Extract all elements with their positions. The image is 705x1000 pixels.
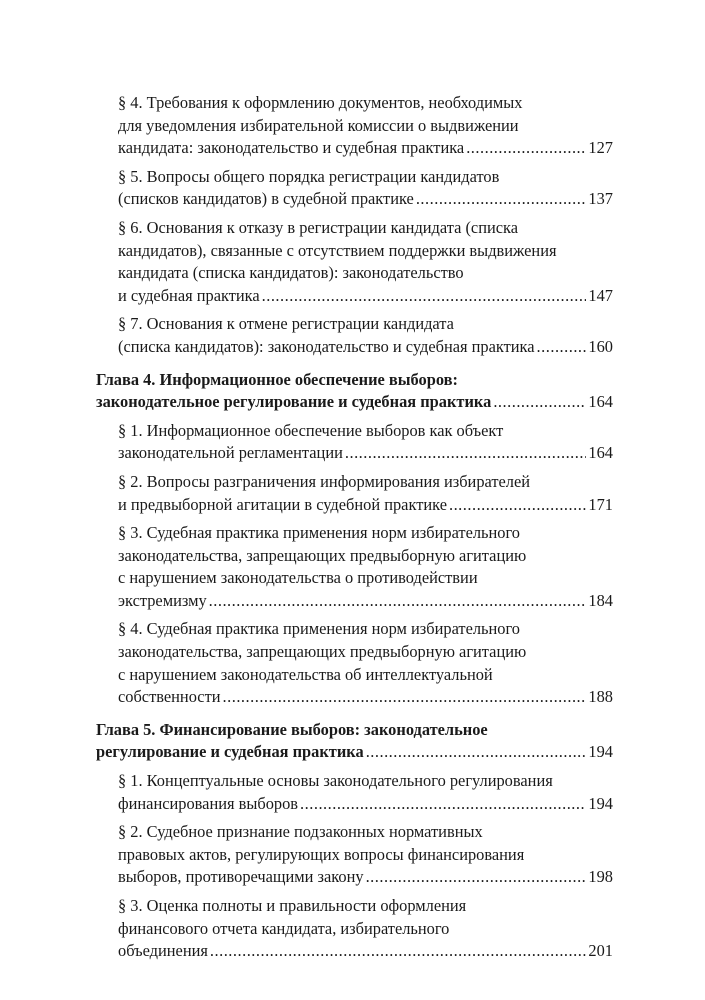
dot-leader xyxy=(345,442,587,465)
toc-entry-title-line: регулирование и судебная практика xyxy=(96,742,364,762)
toc-section-entry xyxy=(96,895,613,963)
toc-entry-last-line xyxy=(118,494,613,517)
toc-page-number: 164 xyxy=(588,443,613,463)
dot-leader xyxy=(466,137,586,160)
toc-entry-title-line: объединения xyxy=(118,941,208,961)
toc-entry-title-line: и судебная практика xyxy=(118,285,260,305)
toc-entry-title-line: § 3. Оценка полноты и правильности оформления xyxy=(118,896,467,915)
dot-leader xyxy=(416,188,587,211)
dot-leader xyxy=(262,285,587,308)
dot-leader xyxy=(209,590,587,613)
toc-entry-title-line: § 3. Судебная практика применения норм избирательного xyxy=(118,523,520,543)
toc-entry-title-line: Глава 4. Информационное обеспечение выборов: xyxy=(96,369,458,389)
toc-page-number: 160 xyxy=(588,336,613,356)
toc-section-entry xyxy=(96,522,613,612)
toc-page-number: 188 xyxy=(588,687,613,707)
toc-entry-title-line: § 2. Судебное признание подзаконных нормативных xyxy=(118,822,483,842)
toc-entry-last-line xyxy=(118,940,613,963)
toc-entry-title-line: законодательное регулирование и судебная практика xyxy=(96,392,492,412)
dot-leader xyxy=(366,741,587,764)
toc-entry-title-line: финансирования выборов xyxy=(118,793,299,813)
toc-entry-title-line: с нарушением законодательства о противодействии xyxy=(118,568,478,588)
toc-entry-last-line xyxy=(118,137,613,160)
toc-entry-title-line: и предвыборной агитации в судебной практике xyxy=(118,494,447,514)
toc-entry-title-line: с нарушением законодательства об интеллектуальной xyxy=(118,664,493,684)
toc-page-number: 194 xyxy=(588,742,613,762)
toc-entry-title-line: кандидата: законодательство и судебная практика xyxy=(118,138,465,158)
toc-section-entry xyxy=(96,217,613,307)
toc-entry-title-line: собственности xyxy=(118,687,221,707)
dot-leader xyxy=(449,494,586,517)
toc-entry-title-line: законодательства, запрещающих предвыборную агитацию xyxy=(118,642,527,662)
toc-entry-title-line: кандидата (списка кандидатов): законодательство xyxy=(118,263,464,283)
toc-entry-title-line: § 4. Требования к оформлению документов, необходимых xyxy=(118,93,523,112)
toc-page-number: 171 xyxy=(588,494,613,514)
toc-entry-title-line: (списков кандидатов) в судебной практике xyxy=(118,189,414,209)
dot-leader xyxy=(223,686,587,709)
toc-entry-last-line xyxy=(96,391,613,414)
toc-section-entry xyxy=(96,420,613,465)
toc-chapter-entry xyxy=(96,719,613,764)
toc-entry-title-line: правовых актов, регулирующих вопросы финансирования xyxy=(118,844,525,864)
toc-entry-last-line xyxy=(118,285,613,308)
table-of-contents xyxy=(96,92,613,969)
toc-entry-last-line xyxy=(118,188,613,211)
toc-entry-last-line xyxy=(118,686,613,709)
toc-entry-title-line: для уведомления избирательной комиссии о выдвижении xyxy=(118,115,519,135)
toc-page-number: 137 xyxy=(588,189,613,209)
dot-leader xyxy=(366,866,587,889)
toc-entry-title-line: выборов, противоречащими закону xyxy=(118,867,364,887)
toc-entry-last-line xyxy=(118,336,613,359)
toc-entry-last-line xyxy=(96,741,613,764)
toc-section-entry xyxy=(96,821,613,889)
toc-entry-last-line xyxy=(118,590,613,613)
dot-leader xyxy=(537,336,587,359)
toc-page-number: 164 xyxy=(588,392,613,412)
toc-page-number: 198 xyxy=(588,867,613,887)
toc-entry-title-line: Глава 5. Финансирование выборов: законодательное xyxy=(96,719,488,739)
toc-entry-last-line xyxy=(118,793,613,816)
toc-page-number: 127 xyxy=(588,138,613,158)
toc-entry-title-line: § 1. Концептуальные основы законодательного регулирования xyxy=(118,771,553,791)
toc-section-entry xyxy=(96,313,613,358)
dot-leader xyxy=(493,391,586,414)
toc-page-number: 184 xyxy=(588,590,613,610)
toc-entry-title-line: § 1. Информационное обеспечение выборов как объект xyxy=(118,420,504,440)
dot-leader xyxy=(300,793,586,816)
toc-chapter-entry xyxy=(96,369,613,414)
toc-entry-title-line: § 5. Вопросы общего порядка регистрации кандидатов xyxy=(118,166,500,186)
toc-entry-title-line: законодательства, запрещающих предвыборную агитацию xyxy=(118,545,527,565)
toc-section-entry xyxy=(96,471,613,516)
toc-page-number: 201 xyxy=(588,941,613,961)
toc-entry-title-line: кандидатов), связанные с отсутствием поддержки выдвижения xyxy=(118,240,557,260)
toc-page-number: 147 xyxy=(588,285,613,305)
toc-entry-title-line: § 6. Основания к отказу в регистрации кандидата (списка xyxy=(118,217,519,237)
toc-entry-last-line xyxy=(118,866,613,889)
toc-section-entry xyxy=(96,618,613,708)
dot-leader xyxy=(210,940,587,963)
toc-entry-last-line xyxy=(118,442,613,465)
toc-entry-title-line: § 2. Вопросы разграничения информирования избирателей xyxy=(118,471,531,491)
toc-section-entry xyxy=(96,770,613,815)
toc-page-number: 194 xyxy=(588,793,613,813)
toc-entry-title-line: экстремизму xyxy=(118,590,207,610)
toc-entry-title-line: § 4. Судебная практика применения норм избирательного xyxy=(118,619,520,639)
toc-section-entry xyxy=(96,166,613,211)
toc-entry-title-line: § 7. Основания к отмене регистрации кандидата xyxy=(118,314,454,334)
toc-entry-title-line: (списка кандидатов): законодательство и судебная практика xyxy=(118,336,535,356)
toc-section-entry xyxy=(96,92,613,160)
toc-entry-title-line: законодательной регламентации xyxy=(118,443,343,463)
toc-entry-title-line: финансового отчета кандидата, избирательного xyxy=(118,918,450,938)
